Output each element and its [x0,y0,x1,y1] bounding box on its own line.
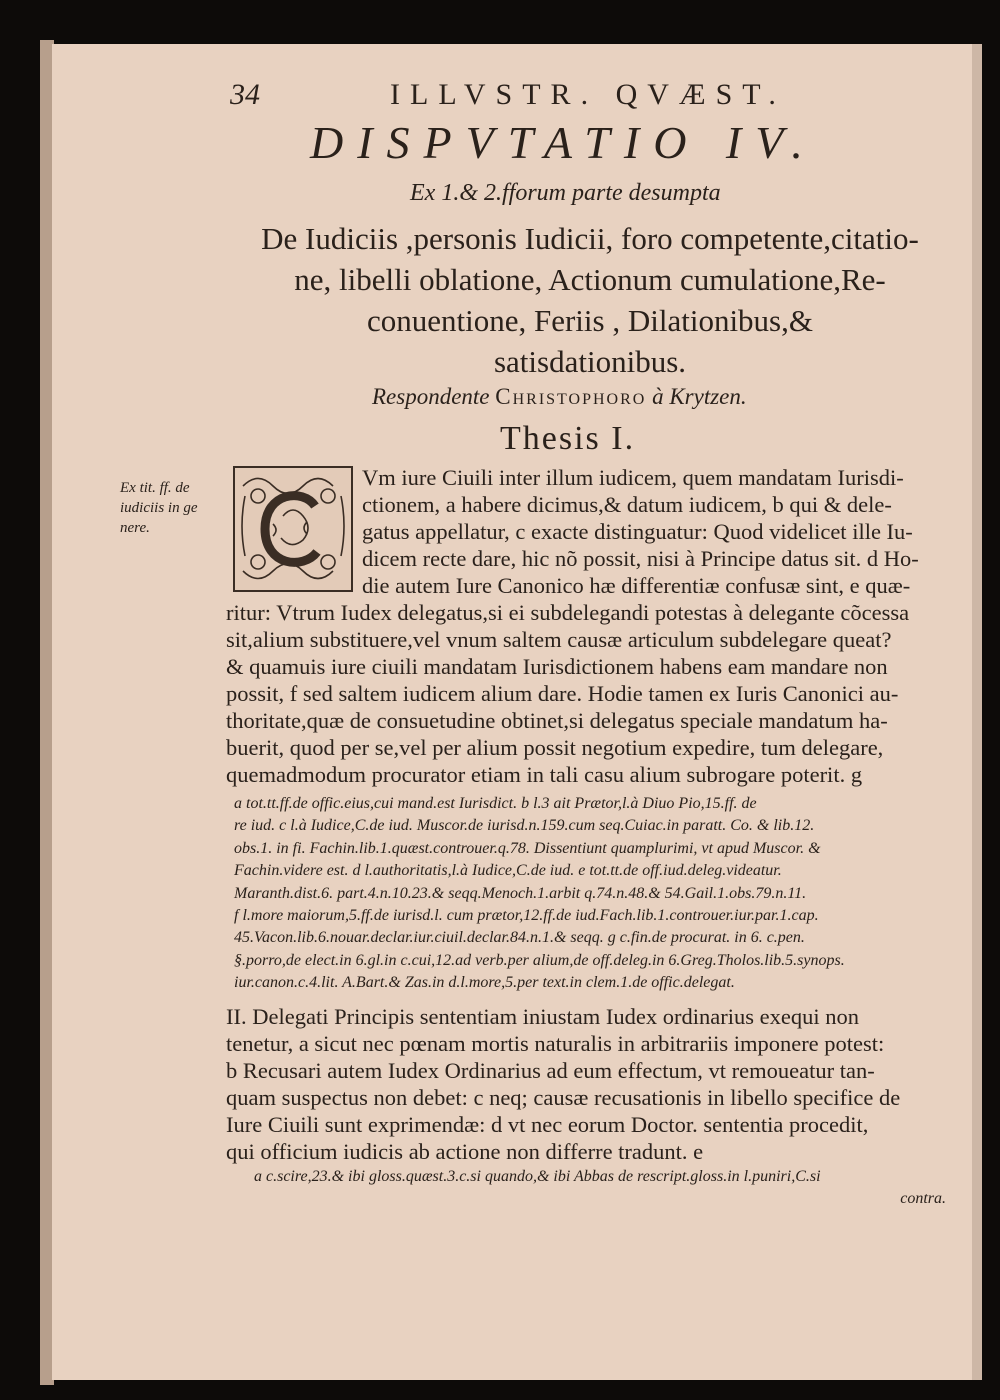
text-line: buerit, quod per se,vel per alium possit negotium expedire, tum delegare, [226,735,884,760]
thesis-heading: Thesis I. [500,420,636,457]
footnotes-thesis1 [234,793,946,995]
subtitle: Ex 1.& 2.fforum parte desumpta [410,180,721,206]
disputation-title: DISPVTATIO IV. [310,117,817,168]
page-number: 34 [230,78,260,111]
margin-note-line: nere. [120,520,150,536]
text-line: thoritate,quæ de consuetudine obtinet,si delegatus speciale mandatum ha- [226,708,888,733]
respondent-prefix: Respondente [372,384,490,409]
margin-note-line: Ex tit. ff. de [120,480,190,496]
footnote-line: f l.more maiorum,5.ff.de iurisd.l. cum prætor,12.ff.de iud.Fach.lib.1.controuer.iur.par.1.cap. [234,907,819,925]
heading-line: conuentione, Feriis , Dilationibus,& [366,303,813,338]
running-title: ILLVSTR. QVÆST. [390,78,786,111]
respondent-name: Christophoro [495,384,647,409]
heading-line: ne, libelli oblatione, Actionum cumulatione,Re- [294,262,886,297]
footnote-line: iur.canon.c.4.lit. A.Bart.& Zas.in d.l.more,5.per text.in clem.1.de offic.delegat. [234,974,735,992]
text-line: ritur: Vtrum Iudex delegatus,si ei subdelegandi potestas à delegante cõcessa [226,600,910,625]
footnote-line: contra. [900,1190,946,1208]
text-line: & quamuis iure ciuili mandatam Iurisdictionem habens eam mandare non [226,654,888,679]
text-line: dicem recte dare, hic nõ possit, nisi à Principe datus sit. d Ho- [362,546,919,571]
text-line: Iure Ciuili sunt exprimendæ: d vt nec eorum Doctor. sententia procedit, [226,1112,869,1137]
running-header [230,78,930,112]
thesis1-text-beside-initial [362,464,946,599]
decorated-initial-c [233,466,353,592]
disputation-heading [226,218,954,382]
text-line: die autem Iure Canonico hæ differentiæ confusæ sint, e quæ- [362,573,911,598]
text-line: quemadmodum procurator etiam in tali casu alium subrogare poterit. g [226,762,863,787]
text-line: ctionem, a habere dicimus,& datum iudicem, b qui & dele- [362,492,892,517]
margin-note-line: iudiciis in ge [120,500,198,516]
footnote-line: a c.scire,23.& ibi gloss.quæst.3.c.si quando,& ibi Abbas de rescript.gloss.in l.puniri,C.si [254,1168,821,1185]
text-line: Vm iure Ciuili inter illum iudicem, quem mandatam Iurisdi- [362,465,904,490]
text-line: tenetur, a sicut nec pœnam mortis naturalis in arbitrariis imponere potest: [226,1031,885,1056]
margin-note [120,478,230,538]
text-line: gatus appellatur, c exacte distinguatur: Quod videlicet ille Iu- [362,519,913,544]
footnote-line: re iud. c l.à Iudice,C.de iud. Muscor.de iurisd.n.159.cum seq.Cuiac.in paratt. Co. & lib.12. [234,817,815,835]
text-line: II. Delegati Principis sententiam iniustam Iudex ordinarius exequi non [226,1004,859,1029]
text-line: qui officium iudicis ab actione non differre tradunt. e [226,1139,704,1164]
heading-line: satisdationibus. [493,344,687,379]
text-line: quam suspectus non debet: c neq; causæ recusationis in libello specifice de [226,1085,901,1110]
heading-line: De Iudiciis ,personis Iudicii, foro competente,citatio- [261,221,919,256]
thesis2-text [226,1003,948,1165]
thesis1-text [226,599,946,788]
footnote-line: Maranth.dist.6. part.4.n.10.23.& seqq.Menoch.1.arbit q.74.n.48.& 54.Gail.1.obs.79.n.11. [234,884,807,902]
respondent-line [372,384,747,410]
footnote-line: Fachin.videre est. d l.authoritatis,l.à Iudice,C.de iud. e tot.tt.de off.iud.deleg.videatur. [234,862,782,880]
footnote-line: §.porro,de elect.in 6.gl.in c.cui,12.ad verb.per alium,de off.deleg.in 6.Greg.Tholos.lib.5.synops. [234,951,845,969]
text-line: sit,alium substituere,vel vnum saltem causæ articulum subdelegare queat? [226,627,892,652]
text-line: possit, f sed saltem iudicem alium dare. Hodie tamen ex Iuris Canonici au- [226,681,899,706]
footnote-line: a tot.tt.ff.de offic.eius,cui mand.est Iurisdict. b l.3 ait Prætor,l.à Diuo Pio,15.ff. de [234,795,757,812]
footnotes-thesis2 [254,1166,946,1211]
respondent-suffix: à Krytzen. [652,384,747,409]
footnote-line: 45.Vacon.lib.6.nouar.declar.iur.ciuil.declar.84.n.1.& seqq. g c.fin.de procurat. in 6. c.pen. [234,929,805,947]
footnote-line: obs.1. in fi. Fachin.lib.1.quæst.controuer.q.78. Dissentiunt quamplurimi, vt apud Muscor. & [234,839,821,857]
text-line: b Recusari autem Iudex Ordinarius ad eum effectum, vt remoueatur tan- [226,1058,875,1083]
